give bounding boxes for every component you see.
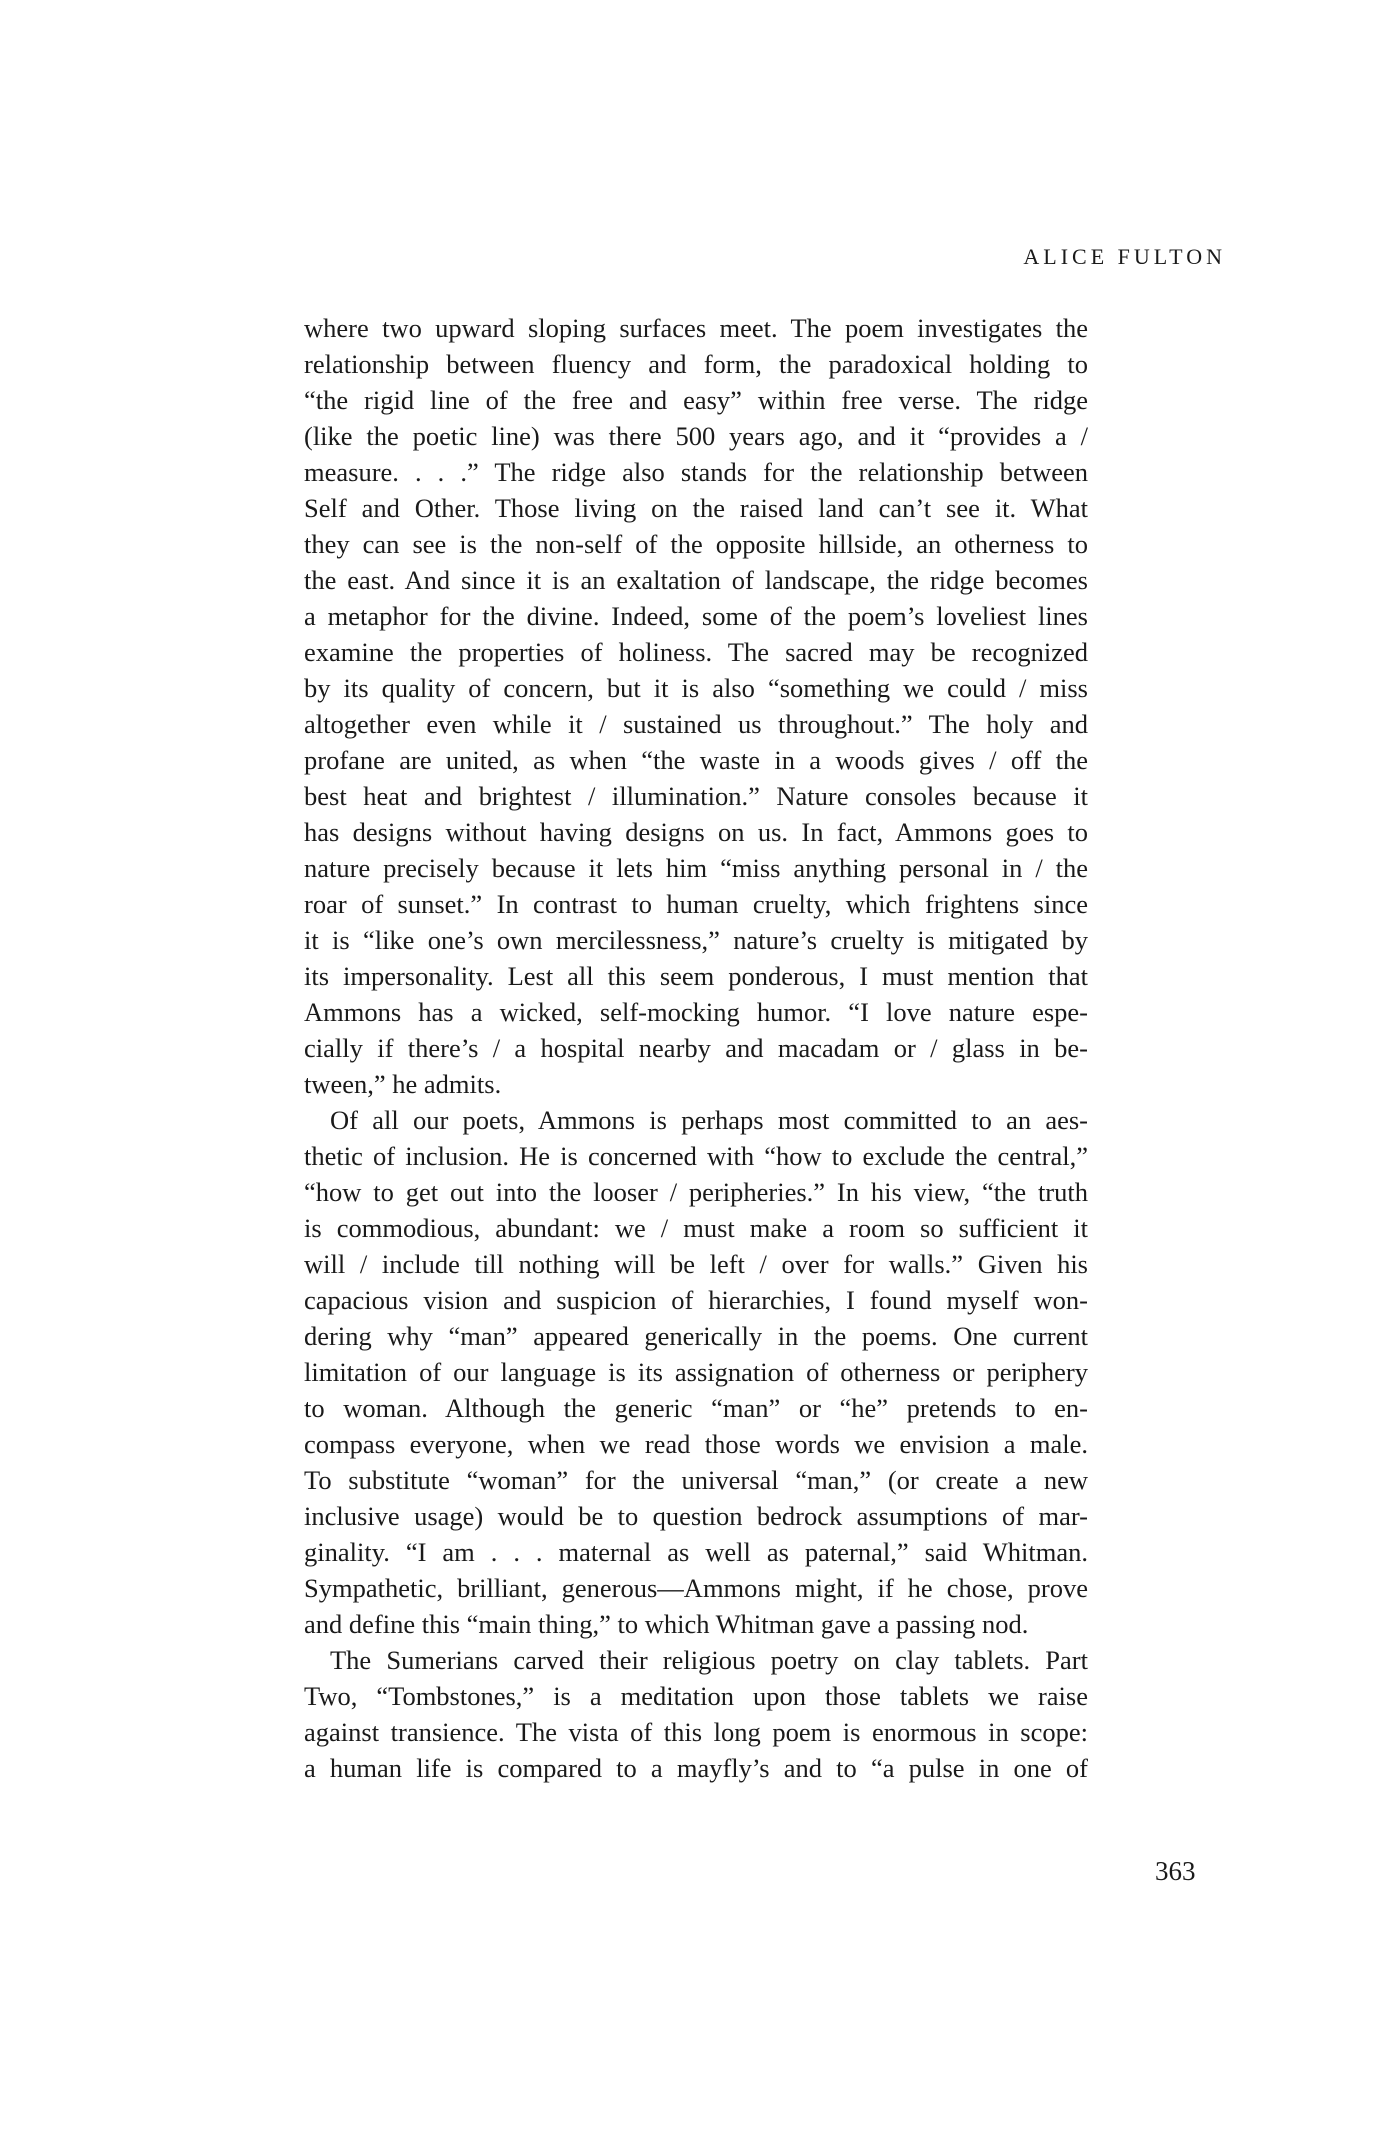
text-line: best heat and brightest / illumination.” Nature consoles because it xyxy=(304,781,1088,811)
text-line: examine the properties of holiness. The sacred may be recognized xyxy=(304,637,1088,667)
text-line: Two, “Tombstones,” is a meditation upon those tablets we raise xyxy=(304,1681,1088,1711)
text-line: has designs without having designs on us. In fact, Ammons goes to xyxy=(304,817,1088,847)
text-line: altogether even while it / sustained us throughout.” The holy and xyxy=(304,709,1088,739)
text-line: the east. And since it is an exaltation of landscape, the ridge becomes xyxy=(304,565,1088,595)
text-line: where two upward sloping surfaces meet. The poem investigates the xyxy=(304,313,1088,343)
text-line: and define this “main thing,” to which Whitman gave a passing nod. xyxy=(304,1609,1029,1639)
text-line: nature precisely because it lets him “miss anything personal in / the xyxy=(304,853,1088,883)
text-line: Ammons has a wicked, self-mocking humor. “I love nature espe- xyxy=(304,997,1088,1027)
text-line: capacious vision and suspicion of hierarchies, I found myself won- xyxy=(304,1285,1088,1315)
text-line: they can see is the non-self of the opposite hillside, an otherness to xyxy=(304,529,1088,559)
text-line: The Sumerians carved their religious poetry on clay tablets. Part xyxy=(330,1645,1088,1675)
text-line: roar of sunset.” In contrast to human cruelty, which frightens since xyxy=(304,889,1088,919)
text-line: dering why “man” appeared generically in the poems. One current xyxy=(304,1321,1088,1351)
text-line: “how to get out into the looser / peripheries.” In his view, “the truth xyxy=(304,1177,1088,1207)
text-line: a human life is compared to a mayfly’s and to “a pulse in one of xyxy=(304,1753,1088,1783)
text-line: Self and Other. Those living on the raised land can’t see it. What xyxy=(304,493,1088,523)
text-line: by its quality of concern, but it is also “something we could / miss xyxy=(304,673,1088,703)
text-line: tween,” he admits. xyxy=(304,1069,502,1099)
text-line: “the rigid line of the free and easy” within free verse. The ridge xyxy=(304,385,1088,415)
text-line: profane are united, as when “the waste in a woods gives / off the xyxy=(304,745,1088,775)
text-line: is commodious, abundant: we / must make a room so sufficient it xyxy=(304,1213,1088,1243)
text-line: relationship between fluency and form, the paradoxical holding to xyxy=(304,349,1088,379)
text-line: a metaphor for the divine. Indeed, some of the poem’s loveliest lines xyxy=(304,601,1088,631)
running-head: ALICE FULTON xyxy=(1023,244,1226,269)
paragraph xyxy=(304,1102,1088,1642)
text-line: inclusive usage) would be to question bedrock assumptions of mar- xyxy=(304,1501,1088,1531)
text-line: against transience. The vista of this long poem is enormous in scope: xyxy=(304,1717,1088,1747)
text-line: compass everyone, when we read those words we envision a male. xyxy=(304,1429,1088,1459)
text-line: Sympathetic, brilliant, generous—Ammons might, if he chose, prove xyxy=(304,1573,1088,1603)
text-line: will / include till nothing will be left / over for walls.” Given his xyxy=(304,1249,1088,1279)
text-line: limitation of our language is its assignation of otherness or periphery xyxy=(304,1357,1088,1387)
text-line: thetic of inclusion. He is concerned with “how to exclude the central,” xyxy=(304,1141,1088,1171)
paragraph xyxy=(304,1642,1088,1786)
text-line: to woman. Although the generic “man” or “he” pretends to en- xyxy=(304,1393,1088,1423)
text-line: To substitute “woman” for the universal “man,” (or create a new xyxy=(304,1465,1088,1495)
text-line: ginality. “I am . . . maternal as well as paternal,” said Whitman. xyxy=(304,1537,1088,1567)
text-line: measure. . . .” The ridge also stands for the relationship between xyxy=(304,457,1088,487)
page-number: 363 xyxy=(1155,1856,1196,1886)
paragraph xyxy=(304,310,1088,1102)
text-line: Of all our poets, Ammons is perhaps most committed to an aes- xyxy=(330,1105,1088,1135)
text-line: it is “like one’s own mercilessness,” nature’s cruelty is mitigated by xyxy=(304,925,1088,955)
text-line: (like the poetic line) was there 500 years ago, and it “provides a / xyxy=(304,421,1088,451)
body-text xyxy=(304,310,1088,1786)
text-line: its impersonality. Lest all this seem ponderous, I must mention that xyxy=(304,961,1088,991)
text-line: cially if there’s / a hospital nearby and macadam or / glass in be- xyxy=(304,1033,1088,1063)
